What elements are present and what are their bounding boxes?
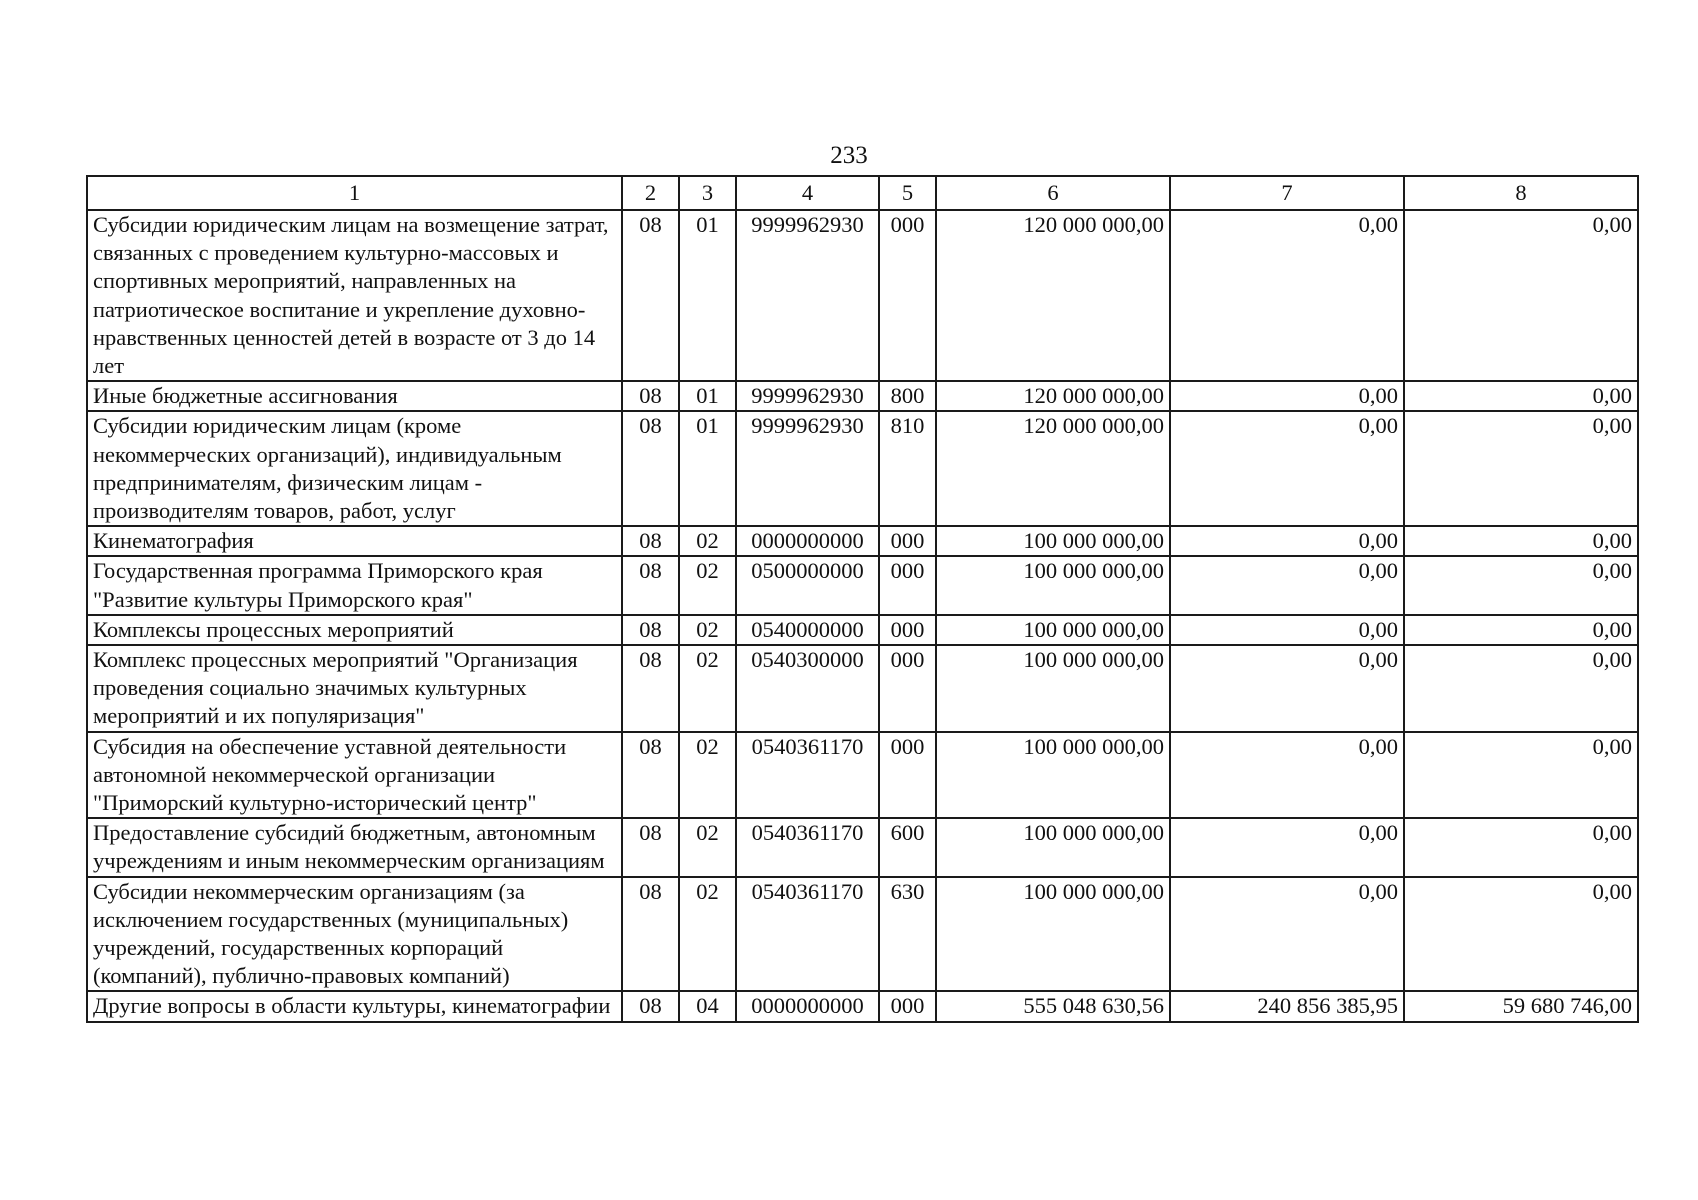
- section-code-cell: 08: [622, 877, 679, 992]
- amount-col7-cell: 0,00: [1170, 526, 1404, 556]
- subsection-code-cell: 02: [679, 526, 736, 556]
- row-name-cell: Комплекс процессных мероприятий "Организация проведения социально значимых культурных мероприятий и их популяризация": [87, 645, 622, 732]
- row-name-cell: Субсидии юридическим лицам на возмещение затрат, связанных с проведением культурно-массовых и спортивных мероприятий, направленных на патриотическое воспитание и укрепление духовно-нравственных ценностей детей в возрасте от 3 до 14 лет: [87, 210, 622, 381]
- section-code-cell: 08: [622, 381, 679, 411]
- amount-col6-cell: 100 000 000,00: [936, 645, 1170, 732]
- amount-col8-cell: 0,00: [1404, 526, 1638, 556]
- amount-col7-cell: 0,00: [1170, 411, 1404, 526]
- section-code-cell: 08: [622, 526, 679, 556]
- column-header-3: 3: [679, 176, 736, 210]
- expense-type-cell: 810: [879, 411, 936, 526]
- column-header-4: 4: [736, 176, 879, 210]
- expense-type-cell: 000: [879, 645, 936, 732]
- expense-type-cell: 600: [879, 818, 936, 876]
- amount-col6-cell: 100 000 000,00: [936, 818, 1170, 876]
- target-article-cell: 9999962930: [736, 381, 879, 411]
- table-row: [87, 526, 1638, 556]
- row-name-cell: Государственная программа Приморского края "Развитие культуры Приморского края": [87, 556, 622, 614]
- table-row: [87, 877, 1638, 992]
- table-row: [87, 732, 1638, 819]
- amount-col6-cell: 100 000 000,00: [936, 615, 1170, 645]
- column-header-2: 2: [622, 176, 679, 210]
- amount-col8-cell: 0,00: [1404, 732, 1638, 819]
- row-name-cell: Субсидии некоммерческим организациям (за исключением государственных (муниципальных) учреждений, государственных корпораций (компаний), публично-правовых компаний): [87, 877, 622, 992]
- amount-col6-cell: 555 048 630,56: [936, 991, 1170, 1021]
- target-article-cell: 0540361170: [736, 877, 879, 992]
- subsection-code-cell: 02: [679, 732, 736, 819]
- section-code-cell: 08: [622, 556, 679, 614]
- column-header-8: 8: [1404, 176, 1638, 210]
- row-name-cell: Комплексы процессных мероприятий: [87, 615, 622, 645]
- amount-col8-cell: 0,00: [1404, 877, 1638, 992]
- table-row: [87, 556, 1638, 614]
- target-article-cell: 0000000000: [736, 526, 879, 556]
- expense-type-cell: 000: [879, 556, 936, 614]
- table-row: [87, 615, 1638, 645]
- amount-col8-cell: 0,00: [1404, 210, 1638, 381]
- target-article-cell: 0540361170: [736, 732, 879, 819]
- amount-col6-cell: 120 000 000,00: [936, 411, 1170, 526]
- table-row: [87, 210, 1638, 381]
- amount-col8-cell: 0,00: [1404, 615, 1638, 645]
- subsection-code-cell: 04: [679, 991, 736, 1021]
- table-header-row: [87, 176, 1638, 210]
- expense-type-cell: 000: [879, 526, 936, 556]
- subsection-code-cell: 02: [679, 556, 736, 614]
- subsection-code-cell: 02: [679, 818, 736, 876]
- amount-col7-cell: 0,00: [1170, 556, 1404, 614]
- row-name-cell: Субсидия на обеспечение уставной деятельности автономной некоммерческой организации "Приморский культурно-исторический центр": [87, 732, 622, 819]
- amount-col7-cell: 0,00: [1170, 877, 1404, 992]
- expense-type-cell: 000: [879, 210, 936, 381]
- amount-col6-cell: 100 000 000,00: [936, 732, 1170, 819]
- target-article-cell: 0000000000: [736, 991, 879, 1021]
- column-header-6: 6: [936, 176, 1170, 210]
- subsection-code-cell: 02: [679, 877, 736, 992]
- amount-col6-cell: 120 000 000,00: [936, 210, 1170, 381]
- expense-type-cell: 000: [879, 991, 936, 1021]
- row-name-cell: Субсидии юридическим лицам (кроме некоммерческих организаций), индивидуальным предпринимателям, физическим лицам - производителям товаров, работ, услуг: [87, 411, 622, 526]
- amount-col8-cell: 0,00: [1404, 645, 1638, 732]
- table-row: [87, 991, 1638, 1021]
- amount-col7-cell: 0,00: [1170, 381, 1404, 411]
- subsection-code-cell: 02: [679, 615, 736, 645]
- amount-col7-cell: 0,00: [1170, 210, 1404, 381]
- amount-col8-cell: 0,00: [1404, 381, 1638, 411]
- row-name-cell: Кинематография: [87, 526, 622, 556]
- section-code-cell: 08: [622, 732, 679, 819]
- page-number: 233: [830, 142, 868, 169]
- amount-col6-cell: 100 000 000,00: [936, 556, 1170, 614]
- section-code-cell: 08: [622, 818, 679, 876]
- section-code-cell: 08: [622, 615, 679, 645]
- target-article-cell: 0500000000: [736, 556, 879, 614]
- column-header-1: 1: [87, 176, 622, 210]
- subsection-code-cell: 01: [679, 411, 736, 526]
- expense-type-cell: 800: [879, 381, 936, 411]
- amount-col8-cell: 0,00: [1404, 556, 1638, 614]
- amount-col6-cell: 100 000 000,00: [936, 526, 1170, 556]
- expense-type-cell: 630: [879, 877, 936, 992]
- row-name-cell: Иные бюджетные ассигнования: [87, 381, 622, 411]
- amount-col7-cell: 0,00: [1170, 615, 1404, 645]
- column-header-5: 5: [879, 176, 936, 210]
- target-article-cell: 0540300000: [736, 645, 879, 732]
- subsection-code-cell: 02: [679, 645, 736, 732]
- row-name-cell: Другие вопросы в области культуры, кинематографии: [87, 991, 622, 1021]
- table-row: [87, 645, 1638, 732]
- amount-col7-cell: 0,00: [1170, 645, 1404, 732]
- amount-col8-cell: 0,00: [1404, 818, 1638, 876]
- amount-col7-cell: 240 856 385,95: [1170, 991, 1404, 1021]
- expense-type-cell: 000: [879, 615, 936, 645]
- target-article-cell: 0540000000: [736, 615, 879, 645]
- expense-type-cell: 000: [879, 732, 936, 819]
- table-row: [87, 381, 1638, 411]
- row-name-cell: Предоставление субсидий бюджетным, автономным учреждениям и иным некоммерческим организациям: [87, 818, 622, 876]
- subsection-code-cell: 01: [679, 210, 736, 381]
- budget-table: [86, 175, 1639, 1023]
- amount-col8-cell: 59 680 746,00: [1404, 991, 1638, 1021]
- table-body: [87, 210, 1638, 1022]
- target-article-cell: 9999962930: [736, 210, 879, 381]
- table-row: [87, 411, 1638, 526]
- table-row: [87, 818, 1638, 876]
- section-code-cell: 08: [622, 991, 679, 1021]
- section-code-cell: 08: [622, 411, 679, 526]
- amount-col8-cell: 0,00: [1404, 411, 1638, 526]
- amount-col6-cell: 120 000 000,00: [936, 381, 1170, 411]
- target-article-cell: 9999962930: [736, 411, 879, 526]
- subsection-code-cell: 01: [679, 381, 736, 411]
- amount-col7-cell: 0,00: [1170, 818, 1404, 876]
- amount-col7-cell: 0,00: [1170, 732, 1404, 819]
- column-header-7: 7: [1170, 176, 1404, 210]
- amount-col6-cell: 100 000 000,00: [936, 877, 1170, 992]
- section-code-cell: 08: [622, 645, 679, 732]
- target-article-cell: 0540361170: [736, 818, 879, 876]
- section-code-cell: 08: [622, 210, 679, 381]
